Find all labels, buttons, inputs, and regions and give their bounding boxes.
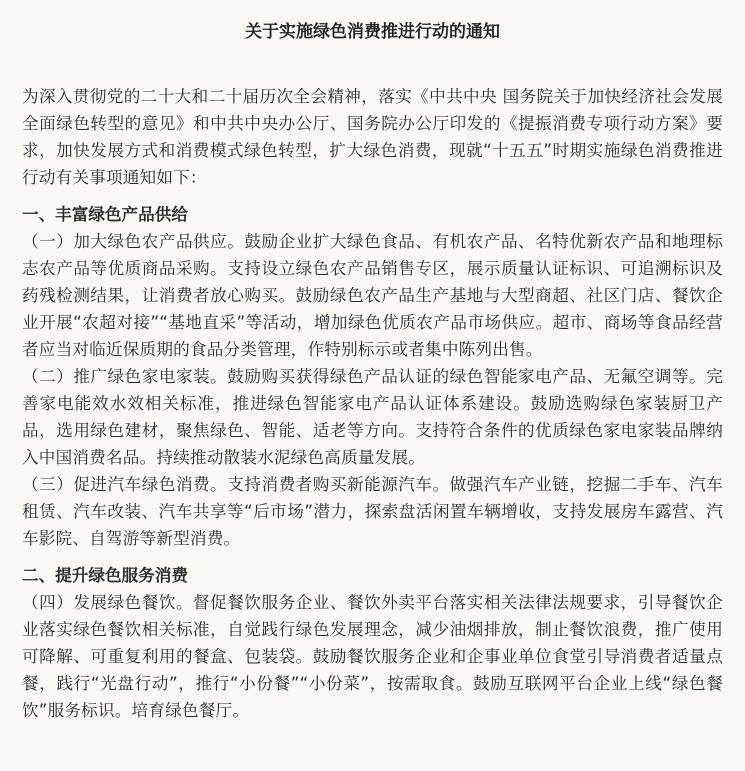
intro-paragraph: 为深入贯彻党的二十大和二十届历次全会精神，落实《中共中央 国务院关于加快经济社会发展全面绿色转型的意见》和中共中央办公厅、国务院办公厅印发的《提振消费专项行动方案》要求，加快发展方式和消费模式绿色转型，扩大绿色消费，现就“十五五”时期实施绿色消费推进行动有关事项通知如下： (22, 87, 723, 187)
section-paragraph: （一）加大绿色农产品供应。鼓励企业扩大绿色食品、有机农产品、名特优新农产品和地理标志农产品等优质商品采购。支持设立绿色农产品销售专区，展示质量认证标识、可追溯标识及药残检测结果，让消费者放心购买。鼓励绿色农产品生产基地与大型商超、社区门店、餐饮企业开展“农超对接”“基地直采”等活动，增加绿色优质农产品市场供应。超市、商场等食品经营者应当对临近保质期的食品分类管理，作特别标示或者集中陈列出售。 (22, 232, 723, 359)
section-paragraph: （三）促进汽车绿色消费。支持消费者购买新能源汽车。做强汽车产业链，挖掘二手车、汽车租赁、汽车改装、汽车共享等“后市场”潜力，探索盘活闲置车辆增收，支持发展房车露营、汽车影院、自驾游等新型消费。 (22, 475, 723, 548)
section-heading: 一、丰富绿色产品供给 (22, 205, 188, 224)
document-title: 关于实施绿色消费推进行动的通知 (245, 22, 500, 42)
section-1 (22, 201, 723, 552)
section-heading: 二、提升绿色服务消费 (22, 566, 188, 585)
section-paragraph: （二）推广绿色家电家装。鼓励购买获得绿色产品认证的绿色智能家电产品、无氟空调等。完善家电能效水效相关标准，推进绿色智能家电产品认证体系建设。鼓励选购绿色家装厨卫产品，选用绿色建材，聚焦绿色、智能、适老等方向。支持符合条件的优质绿色家电家装品牌纳入中国消费名品。持续推动散装水泥绿色高质量发展。 (22, 367, 723, 467)
section-2 (22, 562, 723, 724)
section-paragraph: （四）发展绿色餐饮。督促餐饮服务企业、餐饮外卖平台落实相关法律法规要求，引导餐饮企业落实绿色餐饮相关标准，自觉践行绿色发展理念，减少油烟排放，制止餐饮浪费，推广使用可降解、可重复利用的餐盒、包装袋。鼓励餐饮服务企业和企事业单位食堂引导消费者适量点餐，践行“光盘行动”，推行“小份餐”“小份菜”，按需取食。鼓励互联网平台企业上线“绿色餐饮”服务标识。培育绿色餐厅。 (22, 593, 723, 720)
